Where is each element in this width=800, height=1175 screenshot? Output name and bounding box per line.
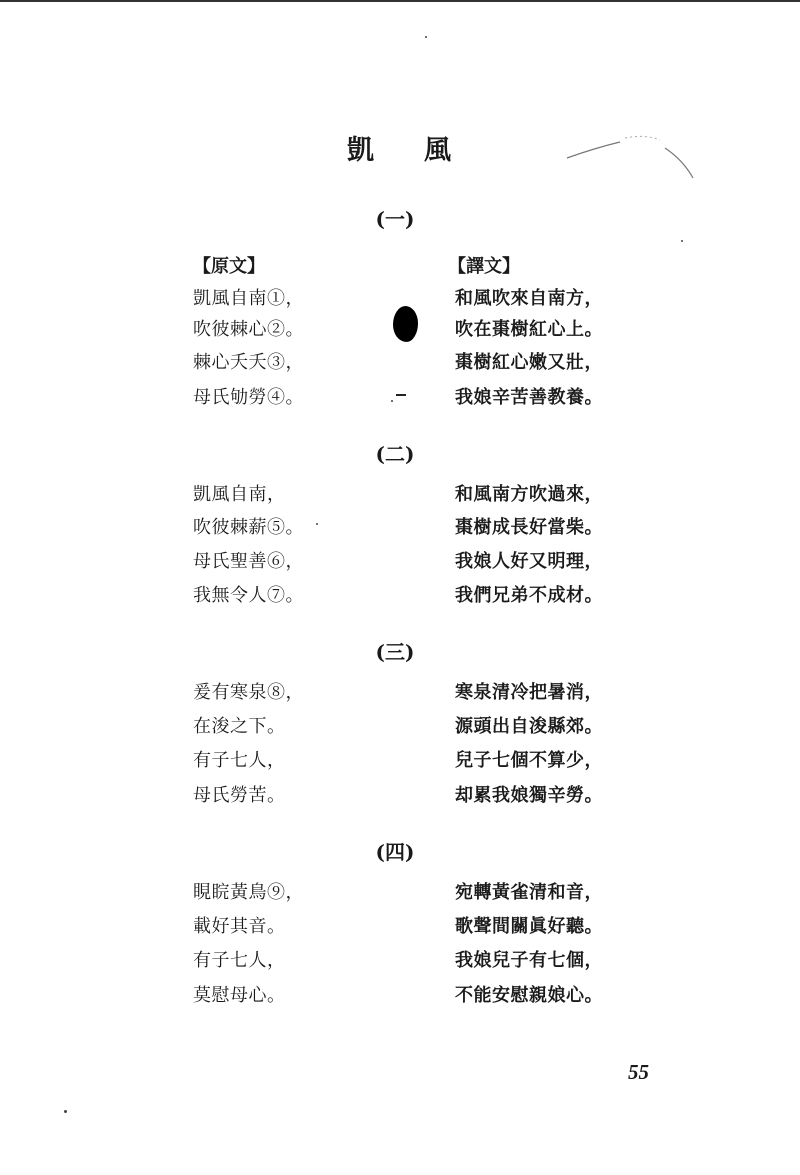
speck-artifact (425, 36, 427, 38)
stanza-3-heading: (三) (375, 640, 415, 664)
stanza-3-translation-line-3: 兒子七個不算少， (455, 750, 603, 771)
stanza-1-original-line-2: 吹彼棘心②。 (193, 319, 304, 340)
stanza-2-translation-line-3: 我娘人好又明理， (455, 551, 603, 572)
stanza-3-original-line-2: 在浚之下。 (193, 716, 286, 737)
speck-artifact (391, 400, 393, 402)
stanza-3-original-line-3: 有子七人， (193, 750, 286, 771)
stanza-2-translation-line-2: 棗樹成長好當柴。 (455, 517, 603, 538)
stanza-3-translation-line-2: 源頭出自浚縣郊。 (455, 716, 603, 737)
stanza-4-original-line-4: 莫慰母心。 (193, 985, 286, 1006)
stanza-3-translation-line-4: 却累我娘獨辛勞。 (455, 785, 603, 806)
stanza-1-original-line-3: 棘心夭夭③， (193, 352, 304, 373)
stanza-3-translation-line-1: 寒泉清冷把暑消， (455, 682, 603, 703)
stanza-4-original-line-3: 有子七人， (193, 950, 286, 971)
stanza-1-translation-line-3: 棗樹紅心嫩又壯， (455, 352, 603, 373)
stanza-2-original-line-4: 我無令人⑦。 (193, 585, 304, 606)
translation-label: 【譯文】 (448, 256, 520, 277)
speck-artifact (64, 1110, 67, 1113)
stanza-1-translation-line-2: 吹在棗樹紅心上。 (455, 319, 603, 340)
stanza-2-translation-line-4: 我們兄弟不成材。 (455, 585, 603, 606)
stanza-1-translation-line-1: 和風吹來自南方， (455, 288, 603, 309)
page-number: 55 (628, 1060, 649, 1084)
speck-artifact (316, 523, 318, 525)
stanza-1-original-line-1: 凱風自南①， (193, 288, 304, 309)
stanza-2-original-line-1: 凱風自南， (193, 484, 286, 505)
stanza-4-original-line-1: 睍睆黃鳥⑨， (193, 882, 304, 903)
speck-artifact (681, 240, 683, 242)
ink-blot-artifact (393, 306, 418, 342)
stanza-4-translation-line-4: 不能安慰親娘心。 (455, 985, 603, 1006)
stanza-1-heading: (一) (375, 207, 415, 231)
title-char-1: 凱 (347, 135, 376, 166)
stanza-4-heading: (四) (375, 840, 415, 864)
stanza-4-translation-line-3: 我娘兒子有七個， (455, 950, 603, 971)
top-border-rule (0, 0, 800, 2)
stanza-2-original-line-2: 吹彼棘薪⑤。 (193, 517, 304, 538)
stanza-4-translation-line-1: 宛轉黃雀清和音， (455, 882, 603, 903)
stanza-4-translation-line-2: 歌聲間關眞好聽。 (455, 916, 603, 937)
stanza-3-original-line-1: 爰有寒泉⑧， (193, 682, 304, 703)
stanza-2-translation-line-1: 和風南方吹過來， (455, 484, 603, 505)
ink-dash-artifact (396, 394, 406, 396)
stanza-2-original-line-3: 母氏聖善⑥， (193, 551, 304, 572)
stanza-3-original-line-4: 母氏勞苦。 (193, 785, 286, 806)
stanza-4-original-line-2: 載好其音。 (193, 916, 286, 937)
stanza-2-heading: (二) (375, 442, 415, 466)
title-char-2: 風 (424, 135, 453, 166)
stanza-1-translation-line-4: 我娘辛苦善教養。 (455, 387, 603, 408)
original-text-label: 【原文】 (193, 256, 265, 277)
scan-smudge-artifact (565, 130, 705, 190)
stanza-1-original-line-4: 母氏劬勞④。 (193, 387, 304, 408)
